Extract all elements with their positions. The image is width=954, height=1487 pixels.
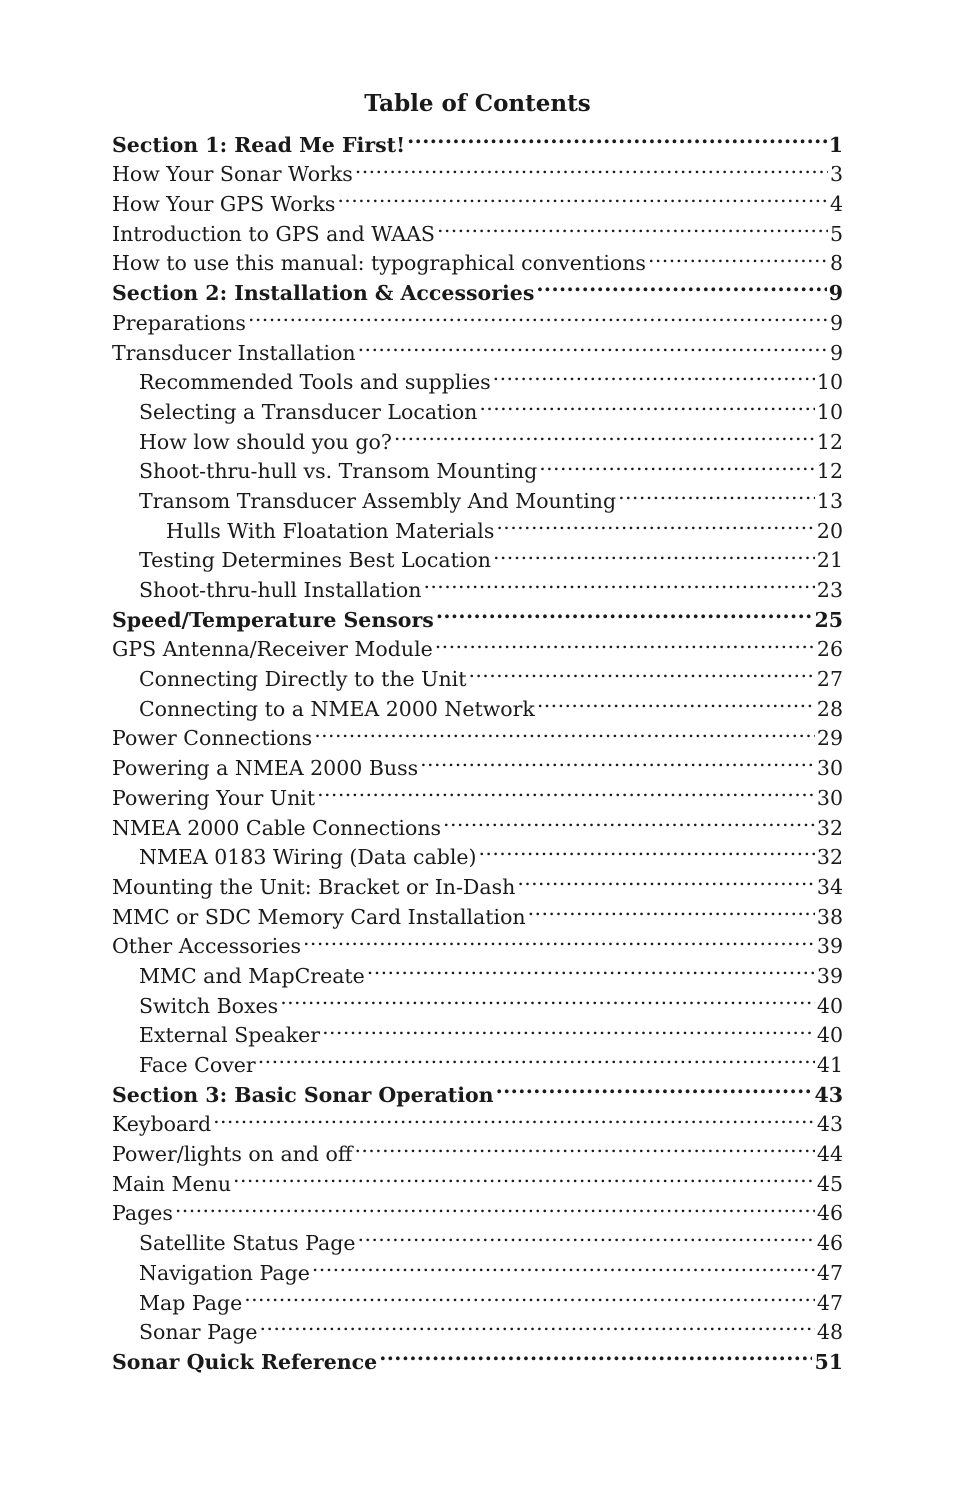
toc-entry-label: Recommended Tools and supplies [139,370,491,395]
dot-leader [213,1102,815,1132]
toc-entry-page-number: 9 [828,281,843,306]
dot-leader [354,1131,814,1161]
toc-entry-label: Pages [112,1201,173,1226]
toc-entry-page-number: 44 [816,1142,843,1167]
dot-leader [437,211,828,241]
dot-leader [379,1339,812,1369]
toc-entry-label: Satellite Status Page [139,1231,356,1256]
toc-entry-label: Powering a NMEA 2000 Buss [112,756,419,781]
dot-leader [443,805,815,835]
toc-entry-page-number: 39 [816,963,843,988]
dot-leader [312,1250,815,1280]
toc-entry-label: How low should you go? [139,429,392,454]
toc-entry-page-number: 26 [816,637,843,662]
toc-entry-label: Face Cover [139,1053,256,1077]
toc-entry-page-number: 29 [816,726,843,751]
dot-leader [248,300,828,330]
toc-entry-page-number: 28 [816,696,843,721]
toc-entry-page-number: 45 [816,1171,843,1196]
toc-entry-label: Shoot-thru-hull vs. Transom Mounting [139,459,538,484]
toc-page [112,86,843,1374]
toc-entry-page-number: 30 [816,785,843,810]
toc-entry-page-number: 43 [814,1082,843,1107]
toc-entry-page-number: 34 [816,874,843,899]
toc-entry-label: MMC and MapCreate [139,963,365,988]
toc-entry-label: Mounting the Unit: Bracket or In-Dash [112,874,516,899]
toc-title: Table of Contents [364,90,591,117]
toc-entry-page-number: 47 [816,1260,843,1285]
toc-entry-page-number: 27 [816,667,843,692]
toc-entry-page-number: 47 [816,1290,843,1315]
toc-entry-page-number: 9 [829,340,843,365]
toc-entry-label: Other Accessories [112,934,301,959]
toc-entry-page-number: 32 [816,845,843,870]
toc-entry-label: How to use this manual: typographical conventions [112,251,646,276]
toc-entry[interactable] [112,1102,843,1137]
dot-leader [314,716,815,746]
toc-entry-label: External Speaker [139,1023,321,1048]
dot-leader [337,181,828,211]
dot-leader [355,152,828,182]
toc-entry-page-number: 3 [829,162,843,187]
dot-leader [303,924,815,954]
dot-leader [618,478,815,508]
toc-entry-label: Power Connections [112,726,313,751]
toc-entry-page-number: 41 [816,1053,843,1077]
dot-leader [436,597,813,627]
toc-entry-page-number: 46 [816,1201,843,1226]
toc-entry-label: Navigation Page [139,1260,310,1285]
toc-entry-page-number: 4 [829,192,843,217]
toc-entry-page-number: 30 [816,756,843,781]
toc-entry-page-number: 1 [828,132,843,157]
toc-entry-label: Connecting to a NMEA 2000 Network [139,696,535,721]
toc-entry-label: Map Page [139,1290,243,1315]
dot-leader [536,270,826,300]
dot-leader [258,1042,815,1072]
toc-entry-page-number: 43 [816,1112,843,1137]
toc-entry-label: Speed/Temperature Sensors [112,607,434,632]
toc-entry-page-number: 48 [816,1320,843,1345]
toc-entry-page-number: 32 [816,815,843,840]
toc-entry-label: GPS Antenna/Receiver Module [112,637,433,662]
toc-entry-label: Power/lights on and off [112,1142,353,1167]
dot-leader [479,835,815,865]
toc-entry-label: Transducer Installation [112,340,356,365]
dot-leader [322,1013,815,1043]
toc-entry-label: Selecting a Transducer Location [139,399,478,424]
toc-entry-label: How Your GPS Works [112,192,336,217]
toc-entry-page-number: 38 [816,904,843,929]
toc-entry-label: Main Menu [112,1171,232,1196]
dot-leader [233,1161,815,1191]
toc-entry-label: Section 2: Installation & Accessories [112,281,535,306]
dot-leader [517,864,815,894]
toc-entry[interactable] [112,1220,843,1256]
toc-entry-label: NMEA 2000 Cable Connections [112,815,442,840]
toc-entry-label: Testing Determines Best Location [139,548,491,573]
dot-leader [394,419,815,449]
toc-entry-page-number: 51 [814,1349,843,1374]
toc-entry-page-number: 5 [829,221,843,246]
toc-entry-label: Shoot-thru-hull Installation [139,578,422,602]
toc-entry-page-number: 13 [816,488,843,513]
dot-leader [496,508,815,538]
toc-entry-page-number: 40 [816,993,843,1018]
dot-leader [367,953,815,983]
dot-leader [407,122,827,152]
toc-entry-page-number: 12 [816,459,843,484]
toc-entry-label: NMEA 0183 Wiring (Data cable) [139,845,477,870]
toc-entry-page-number: 10 [816,399,843,424]
toc-entry-page-number: 10 [816,370,843,395]
toc-entry-label: Introduction to GPS and WAAS [112,221,435,246]
dot-leader [468,656,814,686]
dot-leader [648,241,828,271]
toc-entry-label: Switch Boxes [139,993,279,1018]
toc-entry-page-number: 39 [816,934,843,959]
toc-entry-page-number: 23 [816,578,843,602]
dot-leader [537,686,815,716]
dot-leader [420,745,815,775]
toc-entry-page-number: 9 [829,310,843,335]
dot-leader [280,983,815,1013]
dot-leader [539,449,815,479]
dot-leader [358,1220,815,1250]
dot-leader [423,567,814,597]
toc-entry-label: Preparations [112,310,246,335]
toc-entry-label: Keyboard [112,1112,212,1137]
toc-entry-label: Sonar Page [139,1320,258,1345]
dot-leader [317,775,815,805]
dot-leader [435,627,815,657]
dot-leader [528,894,815,924]
dot-leader [493,360,815,390]
dot-leader [175,1191,815,1221]
dot-leader [244,1280,815,1310]
toc-entry-page-number: 12 [816,429,843,454]
toc-entry[interactable] [112,1191,843,1226]
toc-entry-label: Powering Your Unit [112,785,316,810]
dot-leader [496,1072,813,1102]
toc-entry-page-number: 8 [829,251,843,276]
toc-entry[interactable] [112,122,843,157]
toc-entry-label: Transom Transducer Assembly And Mounting [139,488,617,513]
dot-leader [493,538,815,568]
toc-list [112,122,843,1374]
toc-entry-page-number: 40 [816,1023,843,1048]
toc-entry-page-number: 20 [816,518,843,543]
toc-entry[interactable] [112,1131,843,1167]
toc-entry-label: Section 1: Read Me First! [112,132,406,157]
toc-entry-page-number: 46 [816,1231,843,1256]
dot-leader [358,330,828,360]
toc-entry-label: Hulls With Floatation Materials [166,518,495,543]
toc-entry-page-number: 25 [814,607,843,632]
toc-entry-label: Sonar Quick Reference [112,1349,378,1374]
toc-entry-label: How Your Sonar Works [112,162,353,187]
dot-leader [259,1310,814,1340]
toc-entry-label: Section 3: Basic Sonar Operation [112,1082,494,1107]
toc-entry-label: MMC or SDC Memory Card Installation [112,904,526,929]
toc-entry-label: Connecting Directly to the Unit [139,667,467,692]
toc-entry-page-number: 21 [816,548,843,573]
dot-leader [479,389,815,419]
